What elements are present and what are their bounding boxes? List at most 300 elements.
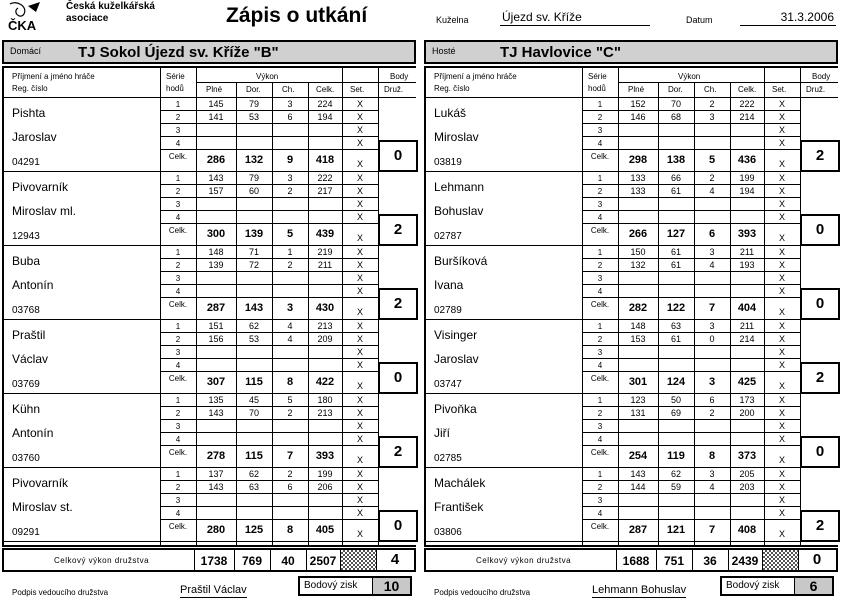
series-number: 1 — [597, 396, 603, 405]
set-mark: X — [356, 286, 363, 296]
series-value: 217 — [317, 186, 333, 196]
series-value: 153 — [630, 334, 646, 344]
series-value: 132 — [630, 260, 646, 270]
team-total-value: 2507 — [309, 554, 337, 568]
team-role-label: Hosté — [432, 46, 456, 56]
series-value: 214 — [739, 334, 755, 344]
series-value: 5 — [287, 395, 293, 405]
set-mark: X — [778, 334, 785, 344]
venue-label: Kuželna — [436, 15, 469, 25]
player-total-value: 307 — [206, 376, 226, 388]
series-value: 62 — [670, 469, 681, 479]
series-value: 213 — [317, 321, 333, 331]
series-value: 69 — [670, 408, 681, 418]
series-number: 3 — [175, 348, 181, 357]
player-total-value: 287 — [628, 524, 648, 536]
series-total-label: Celk. — [168, 226, 188, 235]
set-mark: X — [778, 125, 785, 135]
set-mark: X — [356, 112, 363, 122]
set-mark: X — [356, 421, 363, 431]
team-total-value: 1738 — [200, 554, 228, 568]
player-total-value: 143 — [244, 302, 264, 314]
set-mark: X — [356, 334, 363, 344]
set-mark: X — [356, 199, 363, 209]
team-total-points: 4 — [390, 551, 400, 568]
header-errors: Ch. — [704, 85, 717, 94]
header-reg-no: Reg. číslo — [12, 84, 48, 93]
series-value: 4 — [709, 186, 715, 196]
series-number: 3 — [175, 274, 181, 283]
series-value: 50 — [670, 395, 681, 405]
series-value: 144 — [630, 482, 646, 492]
table-header — [4, 68, 416, 98]
team-points-box: 2 — [378, 214, 418, 246]
set-mark: X — [778, 112, 785, 122]
header-series: Série — [166, 72, 185, 81]
team-points-box: 0 — [378, 362, 418, 394]
player-total-value: 5 — [286, 228, 294, 240]
header-reg-no: Reg. číslo — [434, 84, 470, 93]
player-total-value: 422 — [315, 376, 335, 388]
series-value: 66 — [670, 173, 681, 183]
header-set: Set. — [772, 85, 787, 94]
header-team-pts: Druž. — [384, 85, 404, 94]
series-number: 4 — [597, 213, 603, 222]
series-value: 199 — [739, 173, 755, 183]
series-number: 3 — [175, 200, 181, 209]
set-mark: X — [356, 307, 363, 317]
series-number: 3 — [175, 126, 181, 135]
player-total-value: 278 — [206, 450, 226, 462]
player-total-value: 5 — [708, 154, 716, 166]
set-mark: X — [356, 434, 363, 444]
series-total-label: Celk. — [590, 374, 610, 383]
player-total-value: 393 — [737, 228, 757, 240]
player-total-value: 139 — [244, 228, 264, 240]
series-number: 3 — [175, 496, 181, 505]
series-number: 1 — [597, 100, 603, 109]
series-number: 2 — [597, 261, 603, 270]
player-total-value: 127 — [666, 228, 686, 240]
set-mark: X — [778, 395, 785, 405]
series-number: 3 — [597, 200, 603, 209]
player-first-name: Václav — [12, 352, 49, 366]
series-value: 3 — [287, 173, 293, 183]
player-total-value: 7 — [708, 524, 716, 536]
series-number: 4 — [175, 361, 181, 370]
team-points-box: 0 — [800, 436, 840, 468]
team-points-box: 0 — [800, 288, 840, 320]
set-mark: X — [356, 233, 363, 243]
player-total-value: 8 — [286, 524, 294, 536]
set-mark: X — [356, 455, 363, 465]
set-mark: X — [356, 321, 363, 331]
series-value: 148 — [630, 321, 646, 331]
player-reg-number: 09291 — [12, 527, 40, 538]
series-value: 145 — [208, 99, 224, 109]
player-first-name: Antonín — [12, 278, 54, 292]
set-mark: X — [356, 408, 363, 418]
set-mark: X — [778, 138, 785, 148]
series-value: 59 — [670, 482, 681, 492]
series-number: 2 — [597, 113, 603, 122]
set-mark: X — [778, 421, 785, 431]
player-total-value: 7 — [286, 450, 294, 462]
series-number: 4 — [597, 361, 603, 370]
set-mark: X — [356, 347, 363, 357]
series-total-label: Celk. — [168, 300, 188, 309]
team-points-box: 0 — [800, 214, 840, 246]
set-mark: X — [356, 360, 363, 370]
series-number: 3 — [597, 422, 603, 431]
series-value: 4 — [287, 334, 293, 344]
series-value: 2 — [287, 260, 293, 270]
header-set: Set. — [350, 85, 365, 94]
series-total-label: Celk. — [168, 522, 188, 531]
series-total-label: Celk. — [168, 152, 188, 161]
player-reg-number: 12943 — [12, 231, 40, 242]
player-total-value: 115 — [245, 376, 263, 388]
series-value: 61 — [670, 247, 681, 257]
header-rule — [196, 82, 342, 83]
player-total-value: 9 — [286, 154, 294, 166]
player-total-value: 138 — [666, 154, 686, 166]
series-value: 224 — [317, 99, 333, 109]
set-mark: X — [356, 529, 363, 539]
points-gain-value: 10 — [372, 578, 410, 594]
player-total-value: 436 — [737, 154, 757, 166]
series-number: 3 — [597, 496, 603, 505]
player-total-value: 404 — [737, 302, 757, 314]
series-value: 3 — [709, 469, 715, 479]
points-gain-box — [720, 576, 834, 596]
team-points-box: 0 — [378, 140, 418, 172]
series-value: 53 — [248, 112, 259, 122]
player-block-rule — [4, 541, 378, 542]
series-value: 6 — [709, 395, 715, 405]
set-mark: X — [778, 360, 785, 370]
header-clear: Dor. — [668, 85, 683, 94]
header-total: Celk. — [316, 85, 335, 94]
set-mark: X — [356, 186, 363, 196]
series-total-label: Celk. — [590, 226, 610, 235]
set-mark: X — [778, 508, 785, 518]
series-value: 2 — [709, 408, 715, 418]
player-total-value: 408 — [737, 524, 757, 536]
set-mark: X — [778, 173, 785, 183]
player-total-value: 430 — [315, 302, 335, 314]
player-reg-number: 02789 — [434, 305, 462, 316]
team-total-value: 751 — [663, 554, 685, 568]
team-total-value: 2439 — [731, 554, 759, 568]
team-total-value: 769 — [241, 554, 263, 568]
player-total-value: 132 — [244, 154, 264, 166]
series-value: 2 — [709, 173, 715, 183]
player-first-name: Jiří — [434, 426, 450, 440]
team-points-box: 0 — [378, 510, 418, 542]
set-mark: X — [356, 381, 363, 391]
player-surname: Machálek — [434, 476, 486, 490]
header-performance: Výkon — [256, 72, 279, 81]
series-value: 72 — [248, 260, 259, 270]
set-mark: X — [356, 159, 363, 169]
series-value: 71 — [248, 247, 259, 257]
player-surname: Visinger — [434, 328, 478, 342]
set-mark: X — [778, 99, 785, 109]
player-reg-number: 03769 — [12, 379, 40, 390]
set-mark: X — [356, 125, 363, 135]
player-first-name: Jaroslav — [12, 130, 57, 144]
venue-value: Újezd sv. Kříže — [500, 10, 650, 26]
player-total-value: 298 — [628, 154, 648, 166]
series-value: 62 — [248, 321, 259, 331]
series-value: 143 — [208, 408, 224, 418]
series-number: 2 — [175, 113, 181, 122]
team-total-row — [2, 548, 416, 572]
player-total-value: 7 — [708, 302, 716, 314]
series-number: 1 — [175, 174, 181, 183]
set-mark: X — [778, 199, 785, 209]
header-series-2: hodů — [166, 84, 184, 93]
team-total-label: Celkový výkon družstva — [476, 556, 572, 565]
header-full: Plné — [628, 85, 645, 94]
set-mark: X — [778, 455, 785, 465]
player-total-value: 287 — [206, 302, 226, 314]
series-number: 4 — [175, 435, 181, 444]
series-value: 2 — [287, 469, 293, 479]
series-number: 4 — [597, 287, 603, 296]
set-mark: X — [356, 260, 363, 270]
signature-row — [2, 576, 416, 600]
set-mark: X — [356, 273, 363, 283]
set-mark: X — [778, 286, 785, 296]
player-total-value: 266 — [628, 228, 648, 240]
player-surname: Pishta — [12, 106, 46, 120]
series-value: 139 — [208, 260, 224, 270]
series-value: 173 — [739, 395, 755, 405]
set-mark: X — [356, 99, 363, 109]
player-reg-number: 02787 — [434, 231, 462, 242]
set-mark: X — [778, 469, 785, 479]
series-value: 200 — [739, 408, 755, 418]
set-mark: X — [778, 381, 785, 391]
series-number: 1 — [597, 470, 603, 479]
points-gain-label: Bodový zisk — [726, 580, 780, 591]
player-total-value: 125 — [244, 524, 264, 536]
player-first-name: Ivana — [434, 278, 464, 292]
player-total-value: 8 — [286, 376, 294, 388]
player-total-value: 280 — [206, 524, 226, 536]
series-number: 2 — [597, 409, 603, 418]
svg-text:ČKA: ČKA — [8, 18, 37, 32]
header-rule — [618, 82, 764, 83]
series-value: 3 — [709, 112, 715, 122]
player-total-value: 122 — [666, 302, 686, 314]
checkered-cell — [341, 550, 377, 570]
series-number: 2 — [175, 409, 181, 418]
player-total-value: 439 — [315, 228, 335, 240]
series-value: 143 — [208, 173, 224, 183]
team-points-box: 2 — [800, 140, 840, 172]
team-total-value: 36 — [703, 554, 717, 568]
series-value: 60 — [248, 186, 259, 196]
series-value: 2 — [287, 408, 293, 418]
series-value: 199 — [317, 469, 333, 479]
series-value: 213 — [317, 408, 333, 418]
set-mark: X — [356, 508, 363, 518]
points-gain-value: 6 — [794, 578, 832, 594]
series-number: 1 — [175, 322, 181, 331]
series-value: 137 — [208, 469, 224, 479]
series-value: 143 — [208, 482, 224, 492]
player-reg-number: 03819 — [434, 157, 462, 168]
series-value: 206 — [317, 482, 333, 492]
series-value: 0 — [709, 334, 715, 344]
series-value: 146 — [630, 112, 646, 122]
series-value: 61 — [670, 186, 681, 196]
captain-signature: Praštil Václav — [180, 584, 247, 596]
header-points: Body — [390, 72, 409, 81]
header-player-name: Příjmení a jméno hráče — [434, 72, 517, 81]
score-table — [2, 66, 416, 547]
player-reg-number: 03768 — [12, 305, 40, 316]
set-mark: X — [778, 260, 785, 270]
player-surname: Lehmann — [434, 180, 485, 194]
signature-row — [424, 576, 838, 600]
player-reg-number: 03747 — [434, 379, 462, 390]
page-title: Zápis o utkání — [226, 4, 368, 27]
series-value: 143 — [630, 469, 646, 479]
player-first-name: Antonín — [12, 426, 54, 440]
series-value: 152 — [630, 99, 646, 109]
series-value: 61 — [670, 334, 681, 344]
series-value: 131 — [630, 408, 646, 418]
player-total-value: 115 — [245, 450, 263, 462]
series-number: 2 — [175, 187, 181, 196]
player-total-value: 286 — [206, 154, 226, 166]
series-number: 1 — [597, 322, 603, 331]
team-points-box: 2 — [378, 288, 418, 320]
player-surname: Pivoňka — [434, 402, 477, 416]
player-first-name: Jaroslav — [434, 352, 479, 366]
series-value: 222 — [739, 99, 755, 109]
header-rule — [764, 82, 838, 83]
set-mark: X — [778, 159, 785, 169]
set-mark: X — [778, 347, 785, 357]
team-total-label: Celkový výkon družstva — [54, 556, 150, 565]
series-number: 4 — [597, 509, 603, 518]
series-value: 3 — [709, 247, 715, 257]
series-total-label: Celk. — [168, 448, 188, 457]
series-value: 3 — [709, 321, 715, 331]
header-points: Body — [812, 72, 831, 81]
player-block-rule — [426, 541, 800, 542]
series-value: 156 — [208, 334, 224, 344]
series-number: 3 — [597, 348, 603, 357]
series-value: 1 — [287, 247, 293, 257]
set-mark: X — [778, 408, 785, 418]
team-name-bar — [2, 40, 416, 64]
series-value: 123 — [630, 395, 646, 405]
series-total-label: Celk. — [590, 522, 610, 531]
player-total-value: 8 — [708, 450, 716, 462]
team-name-bar — [424, 40, 838, 64]
series-value: 4 — [709, 260, 715, 270]
date-value: 31.3.2006 — [740, 10, 836, 26]
series-value: 148 — [208, 247, 224, 257]
series-value: 214 — [739, 112, 755, 122]
set-mark: X — [356, 395, 363, 405]
player-total-value: 282 — [628, 302, 648, 314]
team-total-points: 0 — [812, 551, 822, 568]
header-performance: Výkon — [678, 72, 701, 81]
team-total-value: 1688 — [622, 554, 650, 568]
set-mark: X — [778, 529, 785, 539]
set-mark: X — [778, 434, 785, 444]
guest-team-panel — [424, 40, 838, 607]
team-total-value: 40 — [281, 554, 295, 568]
set-mark: X — [356, 138, 363, 148]
series-value: 79 — [248, 99, 259, 109]
series-value: 63 — [248, 482, 259, 492]
player-first-name: Bohuslav — [434, 204, 484, 218]
series-value: 133 — [630, 186, 646, 196]
series-number: 4 — [597, 435, 603, 444]
set-mark: X — [356, 212, 363, 222]
date-label: Datum — [686, 15, 713, 25]
header-series: Série — [588, 72, 607, 81]
series-value: 4 — [709, 482, 715, 492]
checkered-cell — [763, 550, 799, 570]
series-value: 2 — [287, 186, 293, 196]
player-total-value: 119 — [667, 450, 685, 462]
series-value: 180 — [317, 395, 333, 405]
player-total-value: 373 — [737, 450, 757, 462]
points-gain-label: Bodový zisk — [304, 580, 358, 591]
series-value: 194 — [317, 112, 333, 122]
series-number: 2 — [175, 335, 181, 344]
player-reg-number: 03760 — [12, 453, 40, 464]
score-table-body — [426, 68, 838, 545]
series-value: 68 — [670, 112, 681, 122]
series-value: 219 — [317, 247, 333, 257]
series-value: 63 — [670, 321, 681, 331]
player-total-value: 6 — [708, 228, 716, 240]
series-number: 1 — [175, 470, 181, 479]
table-header — [426, 68, 838, 98]
set-mark: X — [356, 495, 363, 505]
series-value: 62 — [248, 469, 259, 479]
series-number: 2 — [597, 483, 603, 492]
home-team-panel — [2, 40, 416, 607]
score-table — [424, 66, 838, 547]
series-value: 70 — [670, 99, 681, 109]
series-value: 141 — [208, 112, 224, 122]
signature-label: Podpis vedoucího družstva — [434, 588, 531, 597]
player-total-value: 254 — [628, 450, 648, 462]
captain-signature: Lehmann Bohuslav — [592, 584, 687, 596]
player-total-value: 405 — [315, 524, 335, 536]
series-value: 150 — [630, 247, 646, 257]
series-value: 53 — [248, 334, 259, 344]
player-total-value: 301 — [628, 376, 648, 388]
player-surname: Pivovarník — [12, 180, 69, 194]
player-first-name: Miroslav — [434, 130, 479, 144]
series-number: 2 — [175, 261, 181, 270]
series-number: 2 — [597, 335, 603, 344]
series-total-label: Celk. — [590, 300, 610, 309]
series-number: 1 — [175, 248, 181, 257]
